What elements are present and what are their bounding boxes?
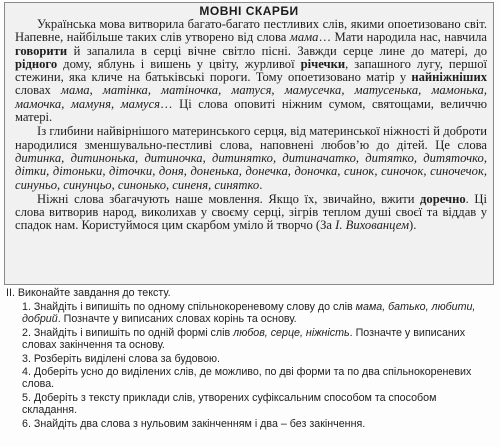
text-run: . [259, 177, 263, 192]
task-list [4, 301, 494, 430]
text-run: 3. Розберіть виділені слова за будовою. [22, 352, 220, 365]
task-item [4, 418, 494, 430]
text-run: 2. Знайдіть і випишіть по одній формі слів [22, 326, 234, 339]
task-item [4, 301, 494, 326]
text-run: 5. Доберіть з тексту приклади слів, утворених суфіксальним способом та способом складання. [22, 391, 437, 417]
text-run: … Мати народила нас, навчила [318, 30, 487, 45]
highlighted-word: рідного [15, 56, 58, 71]
text-run: ). [409, 218, 417, 233]
highlighted-word: говорити [15, 43, 68, 58]
highlighted-word: річечки [300, 56, 346, 71]
text-run: … Ці слова оповиті ніжним сумом, святощами, величчю матері. [15, 96, 487, 125]
task-item [4, 366, 494, 391]
tasks-heading: II. Виконайте завдання до тексту. [6, 287, 171, 299]
example-words: мама [289, 30, 319, 45]
text-run: й запалила в серці вічне світло пісні. Завжди серце лине до матері, до [67, 43, 487, 58]
text-run: . Ці слова витворив народ, виколихав у своєму серці, зігрів теплом душі своєї та віддав у спадок нам. Користуймося цим скарбом уміло й творчо (За [15, 191, 488, 233]
text-run: , запашного лугу, першої стежини, яка кличе на батьківські пороги. Тому опоетизовано матір у [15, 56, 487, 85]
example-words: любов, серце, ніжність [233, 326, 350, 339]
text-run: словах [15, 83, 61, 98]
paragraph-1 [5, 18, 493, 124]
reading-text-box [4, 2, 494, 285]
text-run: . Позначте у виписаних словах закінчення та основу. [22, 326, 466, 352]
example-words: мама, матінка, матіночка, матуся, мамусечка, матусенька, мамонька, мамочка, мамуня, мамуся [15, 83, 487, 111]
text-run: Українська мова витворила багато-багато пестливих слів, якими опоетизовано світ. Напевне, найбільше таких слів утворено від слова [15, 17, 487, 45]
task-item [4, 353, 494, 365]
highlighted-word: доречно [420, 191, 466, 206]
text-title: МОВНІ СКАРБИ [199, 4, 299, 18]
text-run: Із глибини найвірнішого материнського серця, від материнської ніжності й доброти народилися зменшувально-пестливі слова, наповнені любов’ю до дітей. Це слова [15, 124, 487, 152]
text-run: 6. Знайдіть два слова з нульовим закінченням і два – без закінчення. [22, 417, 366, 430]
highlighted-word: найніжніших [411, 70, 487, 85]
paragraph-2 [5, 125, 493, 191]
text-run: дому, яблунь і вишень у цвіту, журливої [57, 56, 301, 71]
tasks-section [4, 287, 494, 431]
text-run: 1. Знайдіть і випишіть по одному спільнокореневому слову до слів [22, 301, 356, 313]
example-words: дитинка, дитинонька, дитиночка, дитинятко, дитиначатко, дитятко, дитяточко, дітки, дітоньки, діточки, доня, доненька, донечка, доночка, синок, синочок, синочечок, синуньо, синунцьо, синонько, синеня, синятко [15, 150, 487, 192]
text-run: 4. Доберіть усно до виділених слів, де можливо, по дві форми та по два спільнокореневих слова. [22, 366, 472, 391]
text-run: . Позначте у виписаних словах корінь та основу. [57, 313, 297, 326]
task-item [4, 392, 494, 417]
text-run: Ніжні слова збагачують наше мовлення. Якщо їх, звичайно, вжити [37, 191, 421, 206]
task-item [4, 327, 494, 352]
paragraph-3 [5, 193, 493, 233]
example-words: мама, батько, любити, добрий [22, 301, 476, 326]
example-words: І. Вихованцем [335, 218, 410, 233]
